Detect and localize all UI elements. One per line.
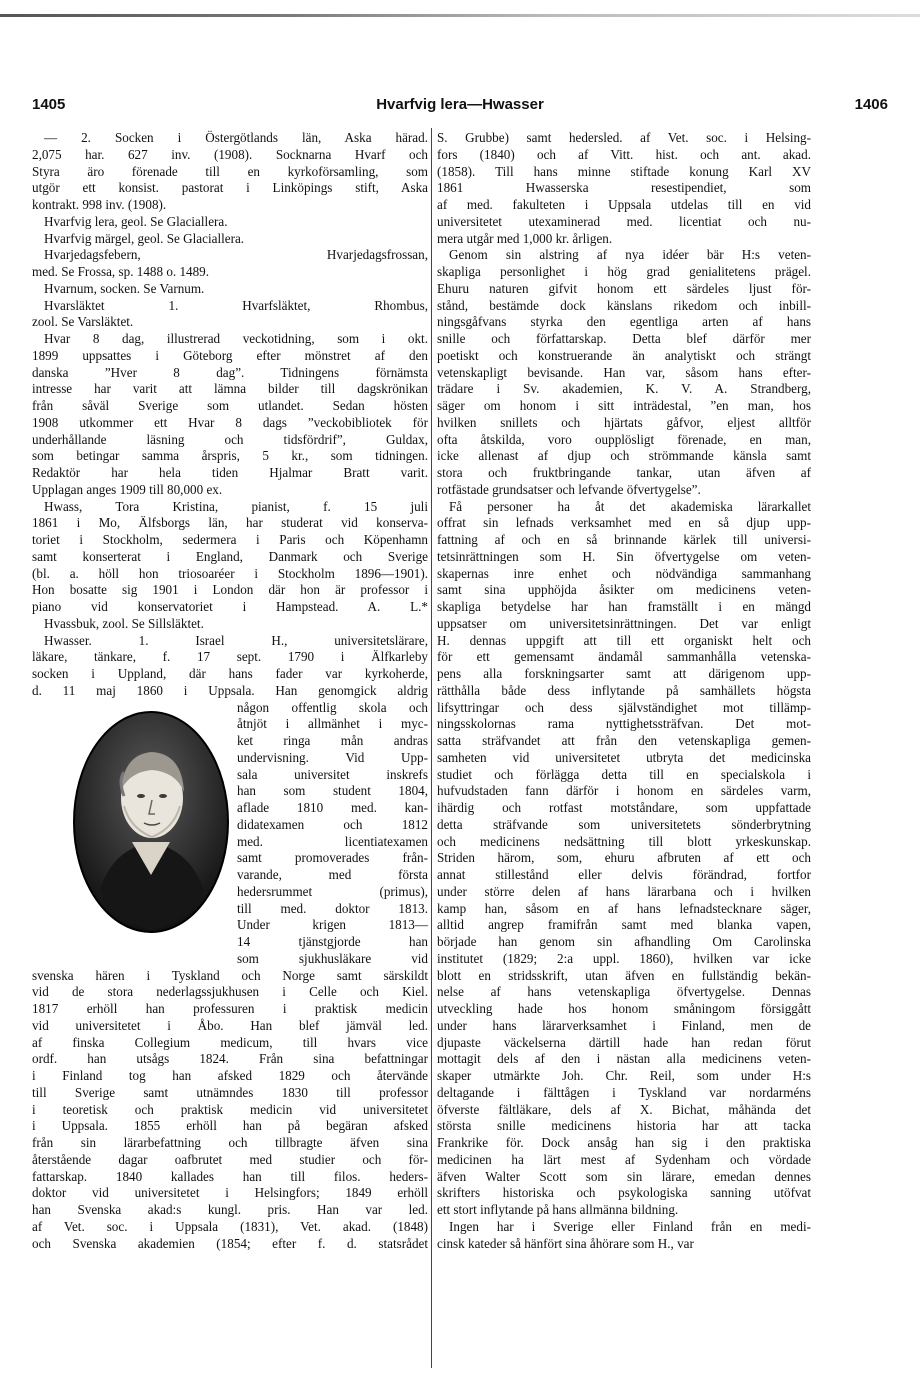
text-line: skapliga personlighet i hög grad genialitetens prägel.: [437, 264, 811, 279]
text-line: med. Se Frossa, sp. 1488 o. 1489.: [32, 264, 210, 279]
text-line: — 2. Socken i Östergötlands län, Aska härad.: [44, 130, 428, 145]
text-line: åtnjöt i allmänhet i myc-: [237, 716, 428, 732]
text-line: institutet (1829; 2:a uppl. 1860), hvilken var icke: [437, 950, 811, 966]
text-line: öfverste fältläkare, dels af X. Bichat, måhända det: [437, 1101, 811, 1117]
text-line: 1817 erhöll han professuren i praktisk medicin: [32, 1001, 428, 1016]
text-line: satta sträfvandet att från den vetenskapliga gemen-: [437, 733, 811, 748]
text-line: stånd, bestämde dock känslans rikedom och inbill-: [437, 297, 811, 313]
text-line: Genom sin alstring af nya idéer bär H:s veten-: [449, 247, 811, 263]
text-line: i teoretisk och praktisk medicin vid universitetet: [32, 1101, 428, 1117]
right-page-number: 1406: [854, 96, 888, 113]
text-line: rätthålla både dess inflytande på samhällets högsta: [437, 682, 811, 698]
text-line: som sjukhusläkare vid: [237, 950, 428, 966]
text-line: Frankrike för. Dock ansåg han sig i den praktiska: [437, 1135, 811, 1150]
text-line: Hvassbuk, zool. Se Sillsläktet.: [44, 615, 204, 631]
text-line: fors (1840) och af Vitt. hist. och ant. akad.: [437, 146, 811, 162]
text-line: 2,075 har. 627 inv. (1908). Socknarna Hvarf och: [32, 146, 428, 162]
text-line: skapernas inre enhet och nödvändiga sammanhang: [437, 565, 811, 581]
portrait-engraving-icon: [72, 710, 230, 934]
text-line: Upplagan anges 1909 till 80,000 ex.: [32, 481, 223, 497]
text-line: zool. Se Varsläktet.: [32, 314, 134, 330]
text-line: ofta åtskilda, voro oupplösligt förenade, en man,: [437, 431, 811, 447]
text-line: läkare, tänkare, f. 17 sept. 1790 i Älfkarleby: [32, 649, 428, 665]
text-line: i Finland tog han afsked 1829 och återvände: [32, 1068, 428, 1083]
text-line: samt sina upphöjda åsikter om medicinens veten-: [437, 582, 811, 598]
text-line: offrat sin lefnads verksamhet med en så djup upp-: [437, 515, 811, 531]
text-line: danska ”Hver 8 dag”. Tidningens förnämsta: [32, 364, 428, 380]
text-line: toriet i Stockholm, sedermera i Paris och Köpenhamn: [32, 532, 428, 547]
text-line: djupaste väckelserna därtill hade han redan förut: [437, 1034, 811, 1050]
text-line: H. dennas uppgift att till ett organiskt helt och: [437, 632, 811, 648]
column-divider: [431, 128, 432, 1368]
text-line: (1858). Till hans minne stiftade konung Karl XV: [437, 163, 811, 179]
text-line: poetiskt och konstruerande än analytiskt och strängt: [437, 347, 811, 363]
text-line: som betingar samma årspris, 5 kr., som tidningen.: [32, 448, 428, 464]
text-line: Hvarnum, socken. Se Varnum.: [44, 280, 205, 296]
text-line: hvilken snillets och hjärtats gåfvor, eljest alltför: [437, 414, 811, 430]
text-line: vetenskapligt bevisande. Han var, såsom hans efter-: [437, 364, 811, 380]
text-line: aflade 1810 med. kan-: [237, 800, 428, 815]
text-line: studiet och förlägga detta till en specialskola i: [437, 766, 811, 782]
text-line: ordf. han utsågs 1824. Från sina befattningar: [32, 1051, 428, 1067]
text-line: af med. fakulteten i Uppsala utdelas till en vid: [437, 197, 811, 212]
text-line: under större delen af hans lärarbana och i hvilken: [437, 883, 811, 899]
text-line: i Uppsala. 1855 erhöll han på begäran afsked: [32, 1118, 428, 1134]
text-line: Hon bosatte sig 1901 i London där hon är professor i: [32, 582, 428, 598]
text-line: ett stort inflytande på hans allmänna bildning.: [437, 1202, 679, 1217]
text-line: stora och fruktbringande tankar, utan äfven af: [437, 465, 811, 480]
page-header: [32, 96, 888, 116]
text-line: från sin lärarbefattning och tillbragte äfven sina: [32, 1135, 428, 1150]
text-line: utveckling hade hos honom småningom försiggått: [437, 1001, 811, 1016]
scan-top-rule: [0, 14, 920, 17]
text-line: han Svenska akad:s kungl. pris. Han var led.: [32, 1202, 428, 1217]
text-line: pens alla forskningsarter samt att därigenom upp-: [437, 666, 811, 681]
text-line: vid de stora nederlagssjukhusen i Celle och Kiel.: [32, 984, 428, 1000]
text-line: Hvarfvig lera, geol. Se Glaciallera.: [44, 213, 228, 229]
text-line: återstående dagar oafbrutet med studier och för-: [32, 1151, 428, 1167]
text-line: piano vid konservatoriet i Hampstead. A. L.*: [32, 599, 428, 614]
text-line: hedersrummet (primus),: [237, 883, 428, 899]
left-column: [32, 130, 428, 1252]
text-line: Under krigen 1813—: [237, 917, 428, 933]
text-line: vid universitetet i Åbo. Han blef jämväl led.: [32, 1017, 428, 1033]
text-line: fattning af och en så brinnande kärlek till universi-: [437, 532, 811, 547]
text-line: ningsskolornas rama nyttighetssträfvan. Det mot-: [437, 716, 811, 732]
text-line: S. Grubbe) samt hedersled. af Vet. soc. i Helsing-: [437, 130, 811, 145]
text-line: didatexamen och 1812: [237, 816, 428, 832]
text-line: Få personer ha åt det akademiska lärarkallet: [449, 498, 811, 514]
text-line: lifsyttringar och dess självständighet mot tillämp-: [437, 699, 811, 715]
text-line: (bl. a. höll hon triosoaréer i Stockholm 1896—1901).: [32, 565, 428, 581]
text-line: ihärdig och rotfast motståndare, som uppfattade: [437, 800, 811, 815]
text-line: skaper utmärkte Joh. Chr. Reil, som under H:s: [437, 1068, 811, 1083]
text-line: samheten vid universitetet utbryta det medicinska: [437, 749, 811, 765]
right-column: [437, 130, 811, 1252]
text-line: socken i Uppland, där hans fader var kyrkoherde,: [32, 666, 428, 681]
text-line: kontrakt. 998 inv. (1908).: [32, 197, 167, 212]
text-line: under hans lärarverksamhet i Finland, men de: [437, 1017, 811, 1033]
text-line: ningsgåfvans styrka den egentliga arten af hans: [437, 314, 811, 330]
text-line: med. licentiatexamen: [237, 833, 428, 849]
text-line: skrifters historiska och psykologiska sanning utöfvat: [437, 1185, 811, 1201]
text-line: uppsatser om universitetsinrättningen. Det var enligt: [437, 615, 811, 631]
text-line: af finska Collegium medicum, till hvars vice: [32, 1034, 428, 1050]
text-line: Hvarfvig märgel, geol. Se Glaciallera.: [44, 230, 245, 246]
text-line: samt promoverades från-: [237, 850, 428, 866]
text-line: skapliga betydelse har han framställt i en mängd: [437, 599, 811, 614]
text-line: Ingen har i Sverige eller Finland från en medi-: [449, 1218, 811, 1234]
text-line: snille och författarskap. Detta blef därför mer: [437, 331, 811, 346]
text-line: och medicinens nedsättning till blott yrkeskunskap.: [437, 833, 811, 849]
text-line: mottagit dels af den i nästan alla medicinens veten-: [437, 1051, 811, 1067]
text-line: medicinen ha lärt mest af Sydenham och vördade: [437, 1151, 811, 1167]
text-line: alltid angrep framifrån samt med blanka vapen,: [437, 917, 811, 933]
text-line: Hvarjedagsfebern, Hvarjedagsfrossan,: [44, 247, 428, 263]
text-line: kamp han, såsom en af hans lefnadstecknare säger,: [437, 900, 811, 916]
text-line: doktor vid universitetet i Helsingfors; 1849 erhöll: [32, 1185, 428, 1201]
text-line: han som student 1804,: [237, 783, 428, 799]
text-line: 14 tjänstgjorde han: [237, 934, 428, 949]
text-line: universitetet utexaminerad med. licentiat och nu-: [437, 213, 811, 229]
text-line: undervisning. Vid Upp-: [237, 749, 428, 765]
left-page-number: 1405: [32, 96, 66, 113]
text-line: fattarskap. 1840 kallades han till filos. heders-: [32, 1168, 428, 1184]
text-line: mera utgår med 1,000 kr. årligen.: [437, 230, 613, 246]
text-line: rotfästade grundsatser och lefvande öfvertygelse”.: [437, 481, 701, 497]
text-line: Hvar 8 dag, illustrerad veckotidning, som i okt.: [44, 331, 428, 346]
text-line: för ett gemensamt ändamål sammanhålla vetenska-: [437, 649, 811, 665]
text-line: svenska hären i Tyskland och Norge samt särskildt: [32, 967, 428, 983]
text-line: hufvudstaden fann därför i honom en särdeles varm,: [437, 783, 811, 799]
text-line: deltagande i fälttågen i Tyskland var nordarméns: [437, 1084, 811, 1100]
text-line: sala universitet inskrefs: [237, 766, 428, 782]
text-line: och Svenska akademien (1854; efter f. d. statsrådet: [32, 1235, 428, 1251]
text-line: någon offentlig skola och: [237, 699, 428, 715]
text-line: tetsinrättningen som H. Sin öfvertygelse om veten-: [437, 548, 811, 564]
text-line: blott en stridsskrift, utan äfven en fullständig bekän-: [437, 967, 811, 983]
text-line: 1908 utkommer ett Hvar 8 dags ”veckobibliotek för: [32, 414, 428, 430]
text-line: annat stillestånd eller delvis förändrad, fortfor: [437, 867, 811, 882]
text-line: Styra äro förenade till en kyrkoförsamling, som: [32, 163, 428, 179]
text-line: varande, med första: [237, 867, 428, 882]
text-line: d. 11 maj 1860 i Uppsala. Han genomgick aldrig: [32, 682, 428, 698]
text-line: intresse har varit att lämna bilder till dagskrönikan: [32, 381, 428, 397]
text-line: utgör ett konsist. pastorat i Linköpings stift, Aska: [32, 180, 428, 196]
text-line: till Sverige samt utnämndes 1830 till professor: [32, 1084, 428, 1100]
text-line: nelse af hans vetenskapliga öfvertygelse. Dennas: [437, 984, 811, 1000]
text-line: 1861 Hwasserska resestipendiet, som: [437, 180, 811, 196]
text-line: Ehuru naturen gifvit honom ett särdeles ljust för-: [437, 280, 811, 296]
text-line: 1861 i Mo, Älfsborgs län, har studerat vid konserva-: [32, 515, 428, 531]
text-line: Striden härom, som, ehuru afbruten af ett och: [437, 850, 811, 866]
text-line: Redaktör har hela tiden Hjalmar Bratt varit.: [32, 465, 428, 480]
text-line: Hwasser. 1. Israel H., universitetslärare,: [44, 632, 428, 648]
text-line: icke allenast af djup och strömmande känsla samt: [437, 448, 811, 464]
text-line: Hvarsläktet 1. Hvarfsläktet, Rhombus,: [44, 297, 428, 313]
text-line: började han genom sin afhandling Om Carolinska: [437, 934, 811, 949]
text-line: Hwass, Tora Kristina, pianist, f. 15 juli: [44, 498, 428, 514]
text-line: från såväl Sverige som utlandet. Sedan hösten: [32, 398, 428, 413]
text-line: af Vet. soc. i Uppsala (1831), Vet. akad. (1848): [32, 1218, 428, 1234]
text-line: äfven Walter Scott som sin lärare, emedan dennes: [437, 1168, 811, 1184]
text-line: underhållande läsning och tidsfördrif”, Guldax,: [32, 431, 428, 447]
text-line: säger om honom i sitt inträdestal, ”en man, hos: [437, 398, 811, 413]
text-line: samt konserterat i England, Danmark och Sverige: [32, 548, 428, 564]
running-title: Hvarfvig lera—Hwasser: [376, 96, 544, 113]
text-line: ket ringa mån andras: [237, 733, 428, 748]
text-line: cinsk kateder så hänfört sina åhörare som H., var: [437, 1235, 694, 1251]
text-line: till med. doktor 1813.: [237, 900, 428, 916]
text-line: största snille medicinens historia har att tacka: [437, 1118, 811, 1134]
text-line: trädare i Sv. akademien, K. V. A. Strandberg,: [437, 381, 811, 397]
text-line: detta sträfvande som universitetets sönderbrytning: [437, 816, 811, 832]
text-line: 1899 uppsattes i Göteborg efter mönstret af den: [32, 347, 428, 363]
